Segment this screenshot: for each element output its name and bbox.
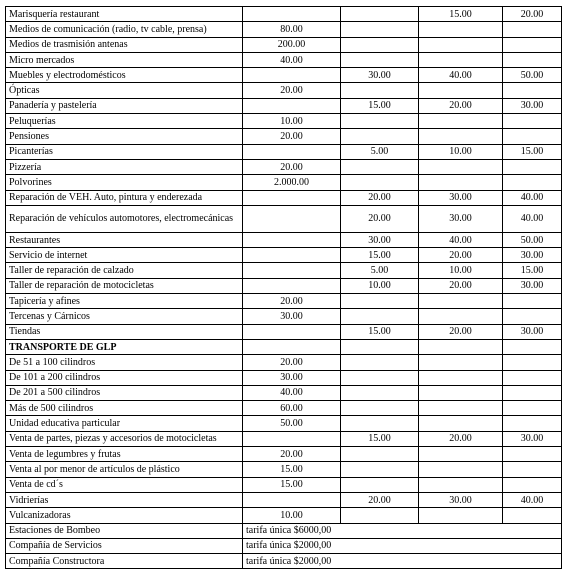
table-row (6, 294, 562, 309)
fee-cell-col2 (341, 370, 419, 385)
fee-table (5, 6, 562, 569)
fee-cell-col1 (243, 248, 341, 263)
fee-cell-col1 (243, 324, 341, 339)
fee-cell-col1: 20.00 (243, 355, 341, 370)
table-row (6, 492, 562, 507)
table-row (6, 523, 562, 538)
fee-cell-col4 (503, 22, 562, 37)
category-cell: Estaciones de Bombeo (6, 523, 243, 538)
fee-cell-col1: 40.00 (243, 385, 341, 400)
table-row (6, 205, 562, 232)
fee-cell-col2 (341, 447, 419, 462)
table-row (6, 462, 562, 477)
category-cell: Polvorines (6, 175, 243, 190)
fee-cell-col4 (503, 294, 562, 309)
fee-cell-col3: 10.00 (419, 144, 503, 159)
fee-cell-col2: 15.00 (341, 248, 419, 263)
fee-cell-col2: 20.00 (341, 492, 419, 507)
fee-cell-col3 (419, 508, 503, 523)
table-row (6, 309, 562, 324)
category-cell: Tercenas y Cárnicos (6, 309, 243, 324)
fee-cell-col4 (503, 114, 562, 129)
fee-cell-col1: 15.00 (243, 462, 341, 477)
category-cell: Reparación de vehículos automotores, electromecánicas (6, 205, 243, 232)
fee-cell-col3 (419, 462, 503, 477)
fee-cell-col1: 20.00 (243, 159, 341, 174)
category-cell: Peluquerías (6, 114, 243, 129)
fee-cell-col3 (419, 401, 503, 416)
category-cell: Pizzería (6, 159, 243, 174)
category-cell: Venta al por menor de artículos de plástico (6, 462, 243, 477)
fee-cell-col1: 30.00 (243, 370, 341, 385)
fee-cell-col4: 15.00 (503, 144, 562, 159)
fee-cell-col1: 60.00 (243, 401, 341, 416)
category-cell: Compañía Constructora (6, 554, 243, 569)
fee-cell-col4: 30.00 (503, 248, 562, 263)
fee-cell-col4 (503, 477, 562, 492)
fee-cell-col1 (243, 339, 341, 354)
category-cell: De 201 a 500 cilindros (6, 385, 243, 400)
category-cell: Taller de reparación de calzado (6, 263, 243, 278)
category-cell: Vulcanizadoras (6, 508, 243, 523)
fee-cell-col3 (419, 355, 503, 370)
fee-cell-col3: 30.00 (419, 190, 503, 205)
table-row (6, 248, 562, 263)
fee-cell-col2 (341, 22, 419, 37)
fee-cell-col3 (419, 477, 503, 492)
fee-cell-col1: 80.00 (243, 22, 341, 37)
category-cell: Muebles y electrodomésticos (6, 68, 243, 83)
fee-cell-col2 (341, 83, 419, 98)
fee-cell-col3: 20.00 (419, 248, 503, 263)
fee-cell-col2: 20.00 (341, 190, 419, 205)
fee-cell-col2: 30.00 (341, 68, 419, 83)
table-row (6, 22, 562, 37)
table-row (6, 431, 562, 446)
fee-cell-col1 (243, 232, 341, 247)
table-row (6, 508, 562, 523)
flat-rate-cell: tarifa única $6000,00 (243, 523, 562, 538)
fee-cell-col2 (341, 175, 419, 190)
fee-cell-col4 (503, 37, 562, 52)
fee-cell-col1: 10.00 (243, 114, 341, 129)
fee-cell-col4 (503, 508, 562, 523)
fee-cell-col1 (243, 68, 341, 83)
category-cell: Pensiones (6, 129, 243, 144)
fee-cell-col1: 10.00 (243, 508, 341, 523)
category-cell: Tiendas (6, 324, 243, 339)
table-row (6, 401, 562, 416)
fee-cell-col3 (419, 447, 503, 462)
fee-cell-col2 (341, 294, 419, 309)
fee-cell-col4 (503, 339, 562, 354)
fee-cell-col3: 30.00 (419, 492, 503, 507)
fee-cell-col2 (341, 309, 419, 324)
fee-cell-col4: 50.00 (503, 232, 562, 247)
fee-cell-col3: 40.00 (419, 232, 503, 247)
fee-cell-col4 (503, 159, 562, 174)
category-cell: Taller de reparación de motocicletas (6, 278, 243, 293)
category-cell: Servicio de internet (6, 248, 243, 263)
table-row (6, 538, 562, 553)
fee-cell-col2: 5.00 (341, 144, 419, 159)
category-cell: Venta de legumbres y frutas (6, 447, 243, 462)
fee-cell-col3 (419, 294, 503, 309)
fee-cell-col4: 15.00 (503, 263, 562, 278)
fee-cell-col4 (503, 401, 562, 416)
table-row (6, 190, 562, 205)
table-row (6, 263, 562, 278)
table-row (6, 114, 562, 129)
table-row (6, 129, 562, 144)
fee-cell-col4 (503, 129, 562, 144)
fee-cell-col3 (419, 37, 503, 52)
fee-cell-col2 (341, 355, 419, 370)
category-cell: Venta de cd´s (6, 477, 243, 492)
table-row (6, 175, 562, 190)
fee-cell-col1 (243, 98, 341, 113)
fee-cell-col1: 20.00 (243, 294, 341, 309)
fee-cell-col2 (341, 339, 419, 354)
fee-cell-col3 (419, 83, 503, 98)
fee-cell-col4: 30.00 (503, 98, 562, 113)
fee-cell-col2 (341, 416, 419, 431)
fee-cell-col4 (503, 355, 562, 370)
category-cell: Venta de partes, piezas y accesorios de motocicletas (6, 431, 243, 446)
fee-cell-col4 (503, 385, 562, 400)
fee-cell-col1 (243, 263, 341, 278)
fee-cell-col1: 30.00 (243, 309, 341, 324)
fee-cell-col4 (503, 416, 562, 431)
category-cell: Unidad educativa particular (6, 416, 243, 431)
fee-cell-col2: 20.00 (341, 205, 419, 232)
category-cell: Medios de trasmisión antenas (6, 37, 243, 52)
fee-cell-col3 (419, 114, 503, 129)
fee-cell-col1 (243, 205, 341, 232)
fee-cell-col2 (341, 508, 419, 523)
category-cell: Ópticas (6, 83, 243, 98)
fee-cell-col2: 15.00 (341, 98, 419, 113)
category-cell: Compañía de Servicios (6, 538, 243, 553)
table-row (6, 144, 562, 159)
fee-cell-col4: 30.00 (503, 278, 562, 293)
fee-cell-col2 (341, 52, 419, 67)
category-cell: Tapicería y afines (6, 294, 243, 309)
table-row (6, 98, 562, 113)
fee-cell-col2: 10.00 (341, 278, 419, 293)
fee-cell-col4 (503, 52, 562, 67)
fee-cell-col3 (419, 52, 503, 67)
fee-cell-col2 (341, 462, 419, 477)
fee-cell-col2 (341, 159, 419, 174)
fee-cell-col1 (243, 431, 341, 446)
fee-cell-col4 (503, 370, 562, 385)
fee-cell-col4 (503, 83, 562, 98)
fee-cell-col3 (419, 129, 503, 144)
fee-cell-col3: 20.00 (419, 324, 503, 339)
fee-cell-col4: 40.00 (503, 205, 562, 232)
fee-cell-col2 (341, 401, 419, 416)
table-row (6, 370, 562, 385)
table-row (6, 355, 562, 370)
fee-table-body (6, 7, 562, 569)
table-row (6, 83, 562, 98)
table-row (6, 554, 562, 569)
fee-cell-col3: 20.00 (419, 98, 503, 113)
fee-cell-col1: 2.000.00 (243, 175, 341, 190)
fee-cell-col3: 40.00 (419, 68, 503, 83)
fee-cell-col4: 20.00 (503, 7, 562, 22)
category-cell: Panadería y pastelería (6, 98, 243, 113)
fee-cell-col2 (341, 37, 419, 52)
fee-cell-col3 (419, 22, 503, 37)
category-cell: TRANSPORTE DE GLP (6, 339, 243, 354)
table-row (6, 159, 562, 174)
fee-cell-col3 (419, 385, 503, 400)
fee-cell-col3 (419, 159, 503, 174)
flat-rate-cell: tarifa única $2000,00 (243, 538, 562, 553)
fee-cell-col4 (503, 462, 562, 477)
table-row (6, 416, 562, 431)
fee-cell-col4: 40.00 (503, 190, 562, 205)
fee-cell-col2 (341, 385, 419, 400)
fee-cell-col1: 20.00 (243, 447, 341, 462)
fee-cell-col1 (243, 492, 341, 507)
category-cell: Más de 500 cilindros (6, 401, 243, 416)
fee-cell-col3: 20.00 (419, 278, 503, 293)
fee-cell-col1: 40.00 (243, 52, 341, 67)
fee-cell-col1 (243, 190, 341, 205)
category-cell: De 51 a 100 cilindros (6, 355, 243, 370)
category-cell: Micro mercados (6, 52, 243, 67)
fee-cell-col3: 20.00 (419, 431, 503, 446)
category-cell: Restaurantes (6, 232, 243, 247)
table-row (6, 324, 562, 339)
fee-cell-col4 (503, 175, 562, 190)
fee-cell-col2 (341, 7, 419, 22)
table-row (6, 52, 562, 67)
fee-cell-col3 (419, 370, 503, 385)
fee-cell-col3 (419, 309, 503, 324)
fee-cell-col2 (341, 129, 419, 144)
category-cell: Medios de comunicación (radio, tv cable, prensa) (6, 22, 243, 37)
fee-cell-col4: 30.00 (503, 324, 562, 339)
fee-cell-col3 (419, 175, 503, 190)
fee-cell-col4 (503, 309, 562, 324)
table-row (6, 232, 562, 247)
fee-cell-col1: 20.00 (243, 83, 341, 98)
fee-cell-col4: 40.00 (503, 492, 562, 507)
fee-cell-col1: 50.00 (243, 416, 341, 431)
fee-cell-col1: 20.00 (243, 129, 341, 144)
fee-cell-col3: 10.00 (419, 263, 503, 278)
fee-cell-col3 (419, 416, 503, 431)
table-row (6, 477, 562, 492)
fee-cell-col4 (503, 447, 562, 462)
flat-rate-cell: tarifa única $2000,00 (243, 554, 562, 569)
fee-cell-col2 (341, 114, 419, 129)
table-row (6, 68, 562, 83)
fee-cell-col3 (419, 339, 503, 354)
fee-cell-col1: 200.00 (243, 37, 341, 52)
category-cell: Marisquería restaurant (6, 7, 243, 22)
category-cell: De 101 a 200 cilindros (6, 370, 243, 385)
fee-cell-col2: 30.00 (341, 232, 419, 247)
category-cell: Vidrierías (6, 492, 243, 507)
table-row (6, 37, 562, 52)
fee-cell-col3: 15.00 (419, 7, 503, 22)
fee-cell-col2: 15.00 (341, 324, 419, 339)
table-row (6, 447, 562, 462)
table-row (6, 7, 562, 22)
fee-cell-col1 (243, 278, 341, 293)
fee-cell-col1 (243, 144, 341, 159)
table-row (6, 339, 562, 354)
fee-cell-col2: 15.00 (341, 431, 419, 446)
category-cell: Reparación de VEH. Auto, pintura y enderezada (6, 190, 243, 205)
fee-cell-col4: 30.00 (503, 431, 562, 446)
table-row (6, 278, 562, 293)
fee-cell-col1: 15.00 (243, 477, 341, 492)
fee-cell-col2 (341, 477, 419, 492)
fee-cell-col3: 30.00 (419, 205, 503, 232)
table-row (6, 385, 562, 400)
fee-cell-col2: 5.00 (341, 263, 419, 278)
fee-cell-col1 (243, 7, 341, 22)
category-cell: Picanterías (6, 144, 243, 159)
fee-cell-col4: 50.00 (503, 68, 562, 83)
